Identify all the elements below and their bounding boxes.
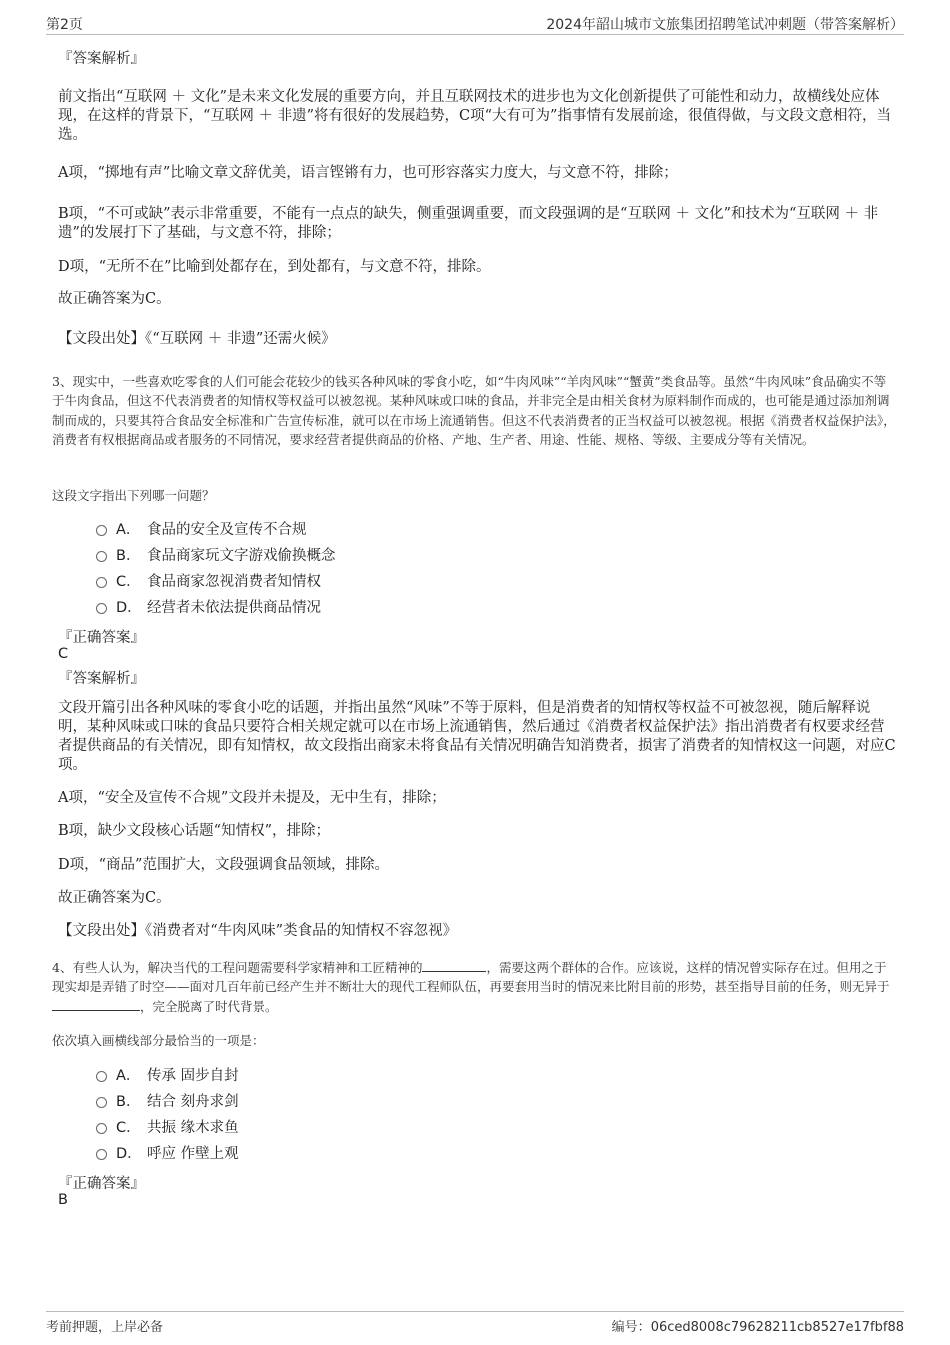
conclusion: 故正确答案为C。 <box>58 890 171 906</box>
analysis-tag: 『答案解析』 <box>58 671 145 687</box>
document-code: 编号：06ced8008c79628211cb8527e17fbf88 <box>611 1320 904 1335</box>
radio-icon[interactable] <box>96 603 107 614</box>
radio-icon[interactable] <box>96 1123 107 1134</box>
q4-option-c[interactable]: C． 共振 缘木求鱼 <box>96 1118 239 1138</box>
correct-answer-tag: 『正确答案』 <box>58 630 145 646</box>
page-number: 第2页 <box>46 17 83 33</box>
question-4-prompt: 依次填入画横线部分最恰当的一项是： <box>52 1033 265 1048</box>
page-header <box>46 12 904 35</box>
option-b-analysis: B项，缺少文段核心话题“知情权”，排除； <box>58 823 330 839</box>
q3-option-b[interactable]: B． 食品商家玩文字游戏偷换概念 <box>96 546 336 566</box>
q3-option-a[interactable]: A． 食品的安全及宣传不合规 <box>96 520 307 540</box>
q3-option-d[interactable]: D． 经营者未依法提供商品情况 <box>96 598 321 618</box>
fill-blank-2 <box>52 998 140 1011</box>
correct-answer: C <box>58 646 69 662</box>
radio-icon[interactable] <box>96 551 107 562</box>
fill-blank-1 <box>422 959 486 972</box>
question-4-text: 4、有些人认为，解决当代的工程问题需要科学家精神和工匠精神的 ，需要这两个群体的合作。应该说，这样的情况曾实际存在过。但用之于现实却是弄错了时空——面对几百年前已经产生并不断壮大的现代工程师队伍，再要套用当时的情况来比附目前的形势，甚至指导目前的任务，则无异于，完全脱离了时代背景。 <box>52 960 890 1014</box>
question-3-text: 3、现实中，一些喜欢吃零食的人们可能会花较少的钱买各种风味的零食小吃，如“牛肉风味”“羊肉风味”“蟹黄”类食品等。虽然“牛肉风味”食品确实不等于牛肉食品，但这不代表消费者的知情权等权益可以被忽视。某种风味或口味的食品，并非完全是由相关食材为原料制作而成的，也可能是通过添加剂调制而成的，只要其符合食品安全标准和广告宣传标准，就可以在市场上流通销售。但这不代表消费者的正当权益可以被忽视。根据《消费者权益保护法》，消费者有权根据商品或者服务的不同情况，要求经营者提供商品的价格、产地、生产者、用途、性能、规格、等级、主要成分等有关情况。 <box>52 374 896 448</box>
radio-icon[interactable] <box>96 1149 107 1160</box>
correct-answer: B <box>58 1192 68 1208</box>
document-title: 2024年韶山城市文旅集团招聘笔试冲刺题（带答案解析） <box>546 17 904 33</box>
page-footer <box>46 1311 904 1338</box>
analysis-paragraph: 前文指出“互联网 ＋ 文化”是未来文化发展的重要方向，并且互联网技术的进步也为文化创新提供了可能性和动力，故横线处应体现，在这样的背景下，“互联网 ＋ 非遗”将有很好的发展趋势，C项“大有可为”指事情有发展前途，很值得做，与文段文意相符，当选。 <box>58 89 891 143</box>
radio-icon[interactable] <box>96 577 107 588</box>
option-b-analysis: B项，“不可或缺”表示非常重要，不能有一点点的缺失，侧重强调重要，而文段强调的是“互联网 ＋ 文化”和技术为“互联网 ＋ 非遗”的发展打下了基础，与文意不符，排除； <box>58 206 879 241</box>
option-a-analysis: A项，“安全及宣传不合规”文段并未提及，无中生有，排除； <box>58 790 446 806</box>
option-d-analysis: D项，“商品”范围扩大，文段强调食品领域，排除。 <box>58 857 389 873</box>
question-3-prompt: 这段文字指出下列哪一问题？ <box>52 488 215 503</box>
radio-icon[interactable] <box>96 1071 107 1082</box>
source: 【文段出处】《消费者对“牛肉风味”类食品的知情权不容忽视》 <box>58 923 458 939</box>
source: 【文段出处】《“互联网 ＋ 非遗”还需火候》 <box>58 331 336 347</box>
conclusion: 故正确答案为C。 <box>58 291 171 307</box>
option-a-analysis: A项，“掷地有声”比喻文章文辞优美，语言铿锵有力，也可形容落实力度大，与文意不符，排除； <box>58 165 678 181</box>
q4-option-d[interactable]: D． 呼应 作壁上观 <box>96 1144 239 1164</box>
radio-icon[interactable] <box>96 1097 107 1108</box>
q4-option-a[interactable]: A． 传承 固步自封 <box>96 1066 239 1086</box>
q4-option-b[interactable]: B． 结合 刻舟求剑 <box>96 1092 239 1112</box>
option-d-analysis: D项，“无所不在”比喻到处都存在，到处都有，与文意不符，排除。 <box>58 259 491 275</box>
q3-option-c[interactable]: C． 食品商家忽视消费者知情权 <box>96 572 321 592</box>
radio-icon[interactable] <box>96 525 107 536</box>
analysis-tag: 『答案解析』 <box>58 51 145 67</box>
analysis-paragraph: 文段开篇引出各种风味的零食小吃的话题，并指出虽然“风味”不等于原料，但是消费者的知情权等权益不可被忽视，随后解释说明，某种风味或口味的食品只要符合相关规定就可以在市场上流通销售，然后通过《消费者权益保护法》指出消费者有权要求经营者提供商品的有关情况，即有知情权，故文段指出商家未将食品有关情况明确告知消费者，损害了消费者的知情权这一问题，对应C项。 <box>58 700 896 773</box>
footer-slogan: 考前押题，上岸必备 <box>46 1320 164 1335</box>
correct-answer-tag: 『正确答案』 <box>58 1176 145 1192</box>
